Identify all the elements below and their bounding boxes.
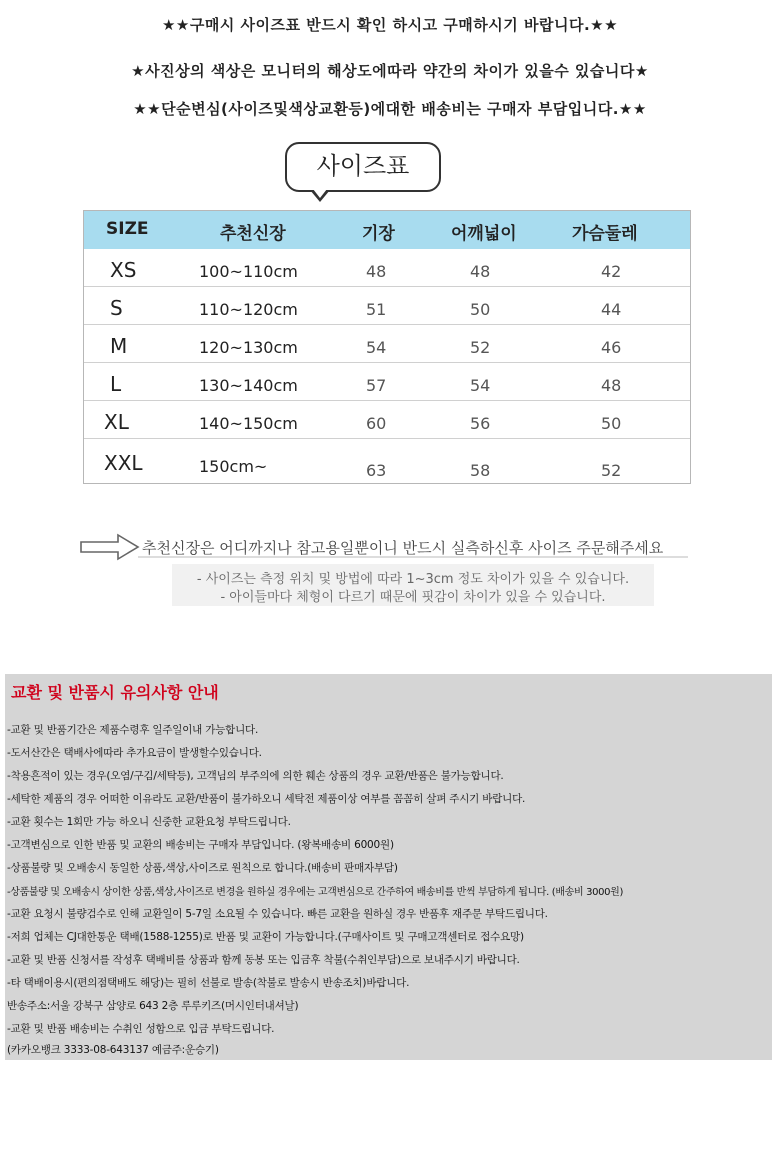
guide-item: -착용흔적이 있는 경우(오염/구김/세탁등), 고객님의 부주의에 의한 훼손 상품의 경우 교환/반품은 불가능합니다. <box>7 770 504 782</box>
chest-value: 48 <box>601 376 622 395</box>
table-row <box>84 249 690 287</box>
guide-item: -교환 및 반품 신청서를 작성후 택배비를 상품과 함께 동봉 또는 입금후 착불(수취인부담)으로 보내주시기 바랍니다. <box>7 954 520 966</box>
shoulder-value: 56 <box>470 414 491 433</box>
length-value: 60 <box>366 414 387 433</box>
length-value: 51 <box>366 300 387 319</box>
shoulder-value: 50 <box>470 300 491 319</box>
guide-item: -교환 및 반품 배송비는 수취인 성함으로 입금 부탁드립니다. <box>7 1023 275 1035</box>
length-value: 63 <box>366 461 387 480</box>
bank-account: (카카오뱅크 3333-08-643137 예금주:운승기) <box>7 1044 219 1056</box>
table-row <box>84 287 690 325</box>
shoulder-value: 54 <box>470 376 491 395</box>
notice-color-difference: ★사진상의 색상은 모니터의 해상도에따라 약간의 차이가 있을수 있습니다★ <box>131 62 649 80</box>
header-shoulder: 어깨넓이 <box>451 224 517 244</box>
recommended-height: 100~110cm <box>199 262 298 281</box>
size-label: M <box>110 334 128 358</box>
size-table <box>83 210 691 484</box>
size-label: L <box>110 372 122 396</box>
notice-size-check: ★★구매시 사이즈표 반드시 확인 하시고 구매하시기 바랍니다.★★ <box>161 16 619 34</box>
shoulder-value: 48 <box>470 262 491 281</box>
guide-item: -저희 업체는 CJ대한통운 택배(1588-1255)로 반품 및 교환이 가능합니다.(구매사이트 및 구매고객센터로 접수요망) <box>7 931 524 943</box>
exchange-return-guide <box>5 674 772 1060</box>
fine-print-measurement: - 사이즈는 측정 위치 및 방법에 따라 1~3cm 정도 차이가 있을 수 있습니다. <box>196 572 630 587</box>
guide-item: -세탁한 제품의 경우 어떠한 이유라도 교환/반품이 불가하오니 세탁전 제품이상 여부를 꼼꼼히 살펴 주시기 바랍니다. <box>7 793 526 805</box>
chest-value: 42 <box>601 262 622 281</box>
size-label: XL <box>104 410 129 434</box>
guide-item: -도서산간은 택배사에따라 추가요금이 발생할수있습니다. <box>7 747 262 759</box>
shoulder-value: 58 <box>470 461 491 480</box>
chest-value: 50 <box>601 414 622 433</box>
size-label: XS <box>110 258 137 282</box>
length-value: 48 <box>366 262 387 281</box>
header-size: SIZE <box>106 219 149 239</box>
header-recommended-height: 추천신장 <box>220 224 286 244</box>
guide-item: -교환 횟수는 1회만 가능 하오니 신중한 교환요청 부탁드립니다. <box>7 816 291 828</box>
size-label: XXL <box>104 451 143 475</box>
recommended-height: 150cm~ <box>199 457 268 476</box>
fine-print-fit: - 아이들마다 체형이 다르기 때문에 핏감이 차이가 있을 수 있습니다. <box>220 590 606 605</box>
table-row <box>84 401 690 439</box>
recommended-height: 110~120cm <box>199 300 298 319</box>
chest-value: 52 <box>601 461 622 480</box>
notice-shipping-fee: ★★단순변심(사이즈및색상교환등)에대한 배송비는 구매자 부담입니다.★★ <box>133 100 647 118</box>
table-row <box>84 439 690 483</box>
chest-value: 46 <box>601 338 622 357</box>
length-value: 57 <box>366 376 387 395</box>
fine-print-box <box>172 564 654 606</box>
table-row <box>84 363 690 401</box>
guide-item: -교환 요청시 불량검수로 인해 교환일이 5-7일 소요될 수 있습니다. 빠른 교환을 원하실 경우 반품후 재주문 부탁드립니다. <box>7 908 548 920</box>
header-chest: 가슴둘레 <box>572 224 638 244</box>
header-length: 기장 <box>362 224 395 244</box>
guide-item: -교환 및 반품기간은 제품수령후 일주일이내 가능합니다. <box>7 724 259 736</box>
exchange-guide-title: 교환 및 반품시 유의사항 안내 <box>11 683 219 702</box>
shoulder-value: 52 <box>470 338 491 357</box>
size-label: S <box>110 296 123 320</box>
guide-item: -상품불량 및 오배송시 동일한 상품,색상,사이즈로 원칙으로 합니다.(배송비 판매자부담) <box>7 862 398 874</box>
recommended-height: 130~140cm <box>199 376 298 395</box>
table-row <box>84 325 690 363</box>
recommended-height: 120~130cm <box>199 338 298 357</box>
recommended-height: 140~150cm <box>199 414 298 433</box>
guide-item: -타 택배이용시(편의점택배도 해당)는 필히 선불로 발송(착불로 발송시 반송조치)바랍니다. <box>7 977 410 989</box>
return-address: 반송주소:서울 강북구 삼양로 643 2층 루루키즈(머시인터내셔날) <box>7 1000 299 1012</box>
length-value: 54 <box>366 338 387 357</box>
size-table-header <box>84 211 690 249</box>
chest-value: 44 <box>601 300 622 319</box>
guide-item: -상품불량 및 오배송시 상이한 상품,색상,사이즈로 변경을 원하실 경우에는 고객변심으로 간주하여 배송비를 반씩 부담하게 됩니다. (배송비 3000원) <box>7 887 623 898</box>
recommend-height-note: 추천신장은 어디까지나 참고용일뿐이니 반드시 실측하신후 사이즈 주문해주세요 <box>142 539 664 557</box>
speech-bubble-tail-fill <box>313 189 327 198</box>
size-chart-title: 사이즈표 <box>285 142 441 192</box>
guide-item: -고객변심으로 인한 반품 및 교환의 배송비는 구매자 부담입니다. (왕복배송비 6000원) <box>7 839 394 851</box>
